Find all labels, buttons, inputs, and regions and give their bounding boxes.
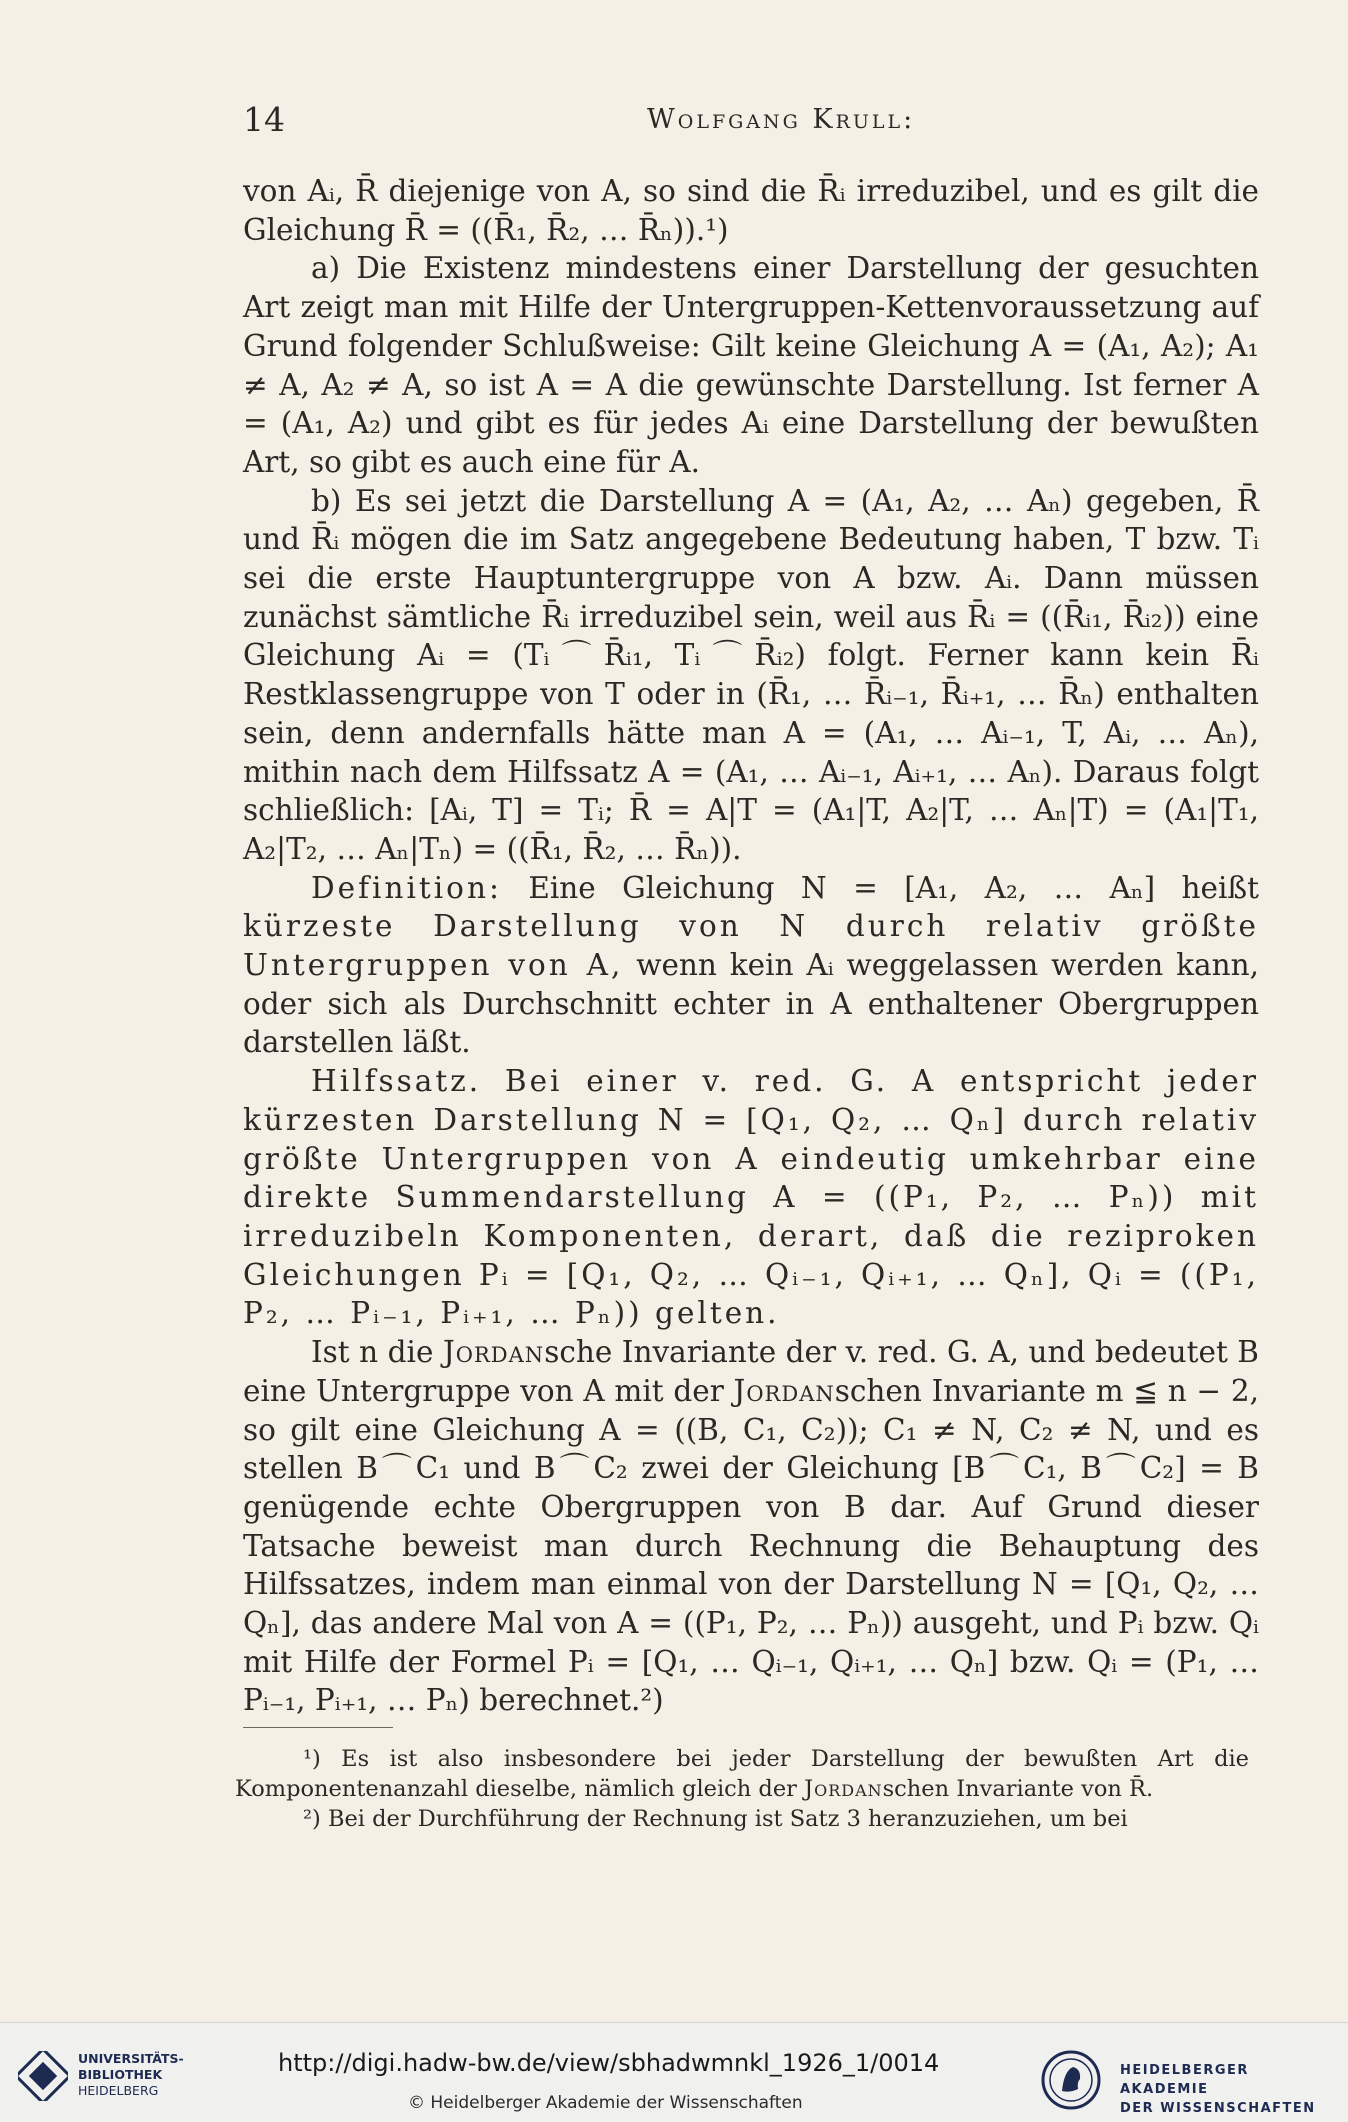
library-name bbox=[78, 2051, 184, 2099]
hilfssatz-paragraph: Hilfssatz. Bei einer v. red. G. A entspricht jeder kürzesten Darstellung N = [Q₁, Q₂, … Qₙ] durch relativ größte Untergruppen von A eindeutig umkehrbar eine direkte Summendarstellung A = ((P₁, P₂, … Pₙ)) mit irreduzibeln Komponenten, derart, daß die reziproken Gleichungen Pᵢ = [Q₁, Q₂, … Qᵢ₋₁, Qᵢ₊₁, … Qₙ], Qᵢ = ((P₁, P₂, … Pᵢ₋₁, Pᵢ₊₁, … Pₙ)) gelten. bbox=[243, 1064, 1259, 1331]
jordan-name-2: Jordan bbox=[733, 1373, 835, 1408]
library-line-1: UNIVERSITÄTS- bbox=[78, 2051, 184, 2066]
jordan-text-a: Ist n die bbox=[311, 1335, 434, 1370]
copyright-notice: © Heidelberger Akademie der Wissenschaften bbox=[408, 2093, 803, 2113]
footnote-1 bbox=[235, 1744, 1249, 1804]
library-line-2: BIBLIOTHEK bbox=[78, 2067, 163, 2082]
body-text bbox=[243, 172, 1259, 1720]
academy-logo[interactable] bbox=[1040, 2049, 1340, 2116]
paragraph-part-a: a) Die Existenz mindestens einer Darstellung der gesuchten Art zeigt man mit Hilfe der Untergruppen-Kettenvoraussetzung auf Grund folgender Schlußweise: Gilt keine Gleichung A = (A₁, A₂); A₁ ≠ A, A₂ ≠ A, so ist A = A die gewünschte Darstellung. Ist ferner A = (A₁, A₂) und gibt es für jedes Aᵢ eine Darstellung der bewußten Art, so gibt es auch eine für A. bbox=[243, 251, 1259, 479]
page-number: 14 bbox=[243, 100, 285, 139]
page-header bbox=[243, 100, 1263, 144]
footnote-1-jordan: Jordan bbox=[804, 1776, 883, 1802]
definition-text-b: wenn kein Aᵢ weggelassen werden kann, oder sich als Durchschnitt echter in A enthaltener Obergruppen darstellen läßt. bbox=[243, 948, 1259, 1060]
permalink-url[interactable]: http://digi.hadw-bw.de/view/sbhadwmnkl_1926_1/0014 bbox=[278, 2049, 940, 2077]
jordan-text-b: sche Invariante der v. red. G. A, und bedeutet B eine Untergruppe von A mit der bbox=[243, 1335, 1259, 1408]
viewer-footer bbox=[0, 2022, 1348, 2122]
jordan-name-1: Jordan bbox=[442, 1335, 545, 1370]
jordan-paragraph bbox=[243, 1333, 1259, 1720]
academy-line-1: HEIDELBERGER AKADEMIE bbox=[1120, 2063, 1249, 2097]
footnote-2: ²) Bei der Durchführung der Rechnung ist Satz 3 heranzuziehen, um bei bbox=[303, 1806, 1128, 1832]
academy-line-2: DER WISSENSCHAFTEN bbox=[1120, 2101, 1316, 2116]
footnote-1-text-a: ¹) Es ist also insbesondere bei jeder Darstellung der bewußten Art die Komponentenanzahl dieselbe, nämlich gleich der bbox=[235, 1746, 1249, 1802]
library-line-3: HEIDELBERG bbox=[78, 2083, 159, 2098]
paragraph-continuation: von Aᵢ, R̄ diejenige von A, so sind die R̄ᵢ irreduzibel, und es gilt die Gleichung R̄ = ((R̄₁, R̄₂, … R̄ₙ)).¹) bbox=[243, 174, 1259, 247]
definition-term: kürzeste Darstellung von N durch relativ größte Untergruppen von A, bbox=[243, 909, 1259, 983]
library-emblem-icon bbox=[18, 2051, 68, 2101]
footnote-1-text-b: schen Invariante von R̄. bbox=[882, 1776, 1154, 1802]
footnotes bbox=[235, 1744, 1249, 1834]
jordan-text-c: schen Invariante m ≦ n − 2, so gilt eine Gleichung A = ((B, C₁, C₂)); C₁ ≠ N, C₂ ≠ N, und es stellen B⌒C₁ und B⌒C₂ zwei der Gleichung [B⌒C₁, B⌒C₂] = B genügende echte Obergruppen von B dar. Auf Grund dieser Tatsache beweist man durch Rechnung die Behauptung des Hilfssatzes, indem man einmal von der Darstellung N = [Q₁, Q₂, … Qₙ], das andere Mal von A = ((P₁, P₂, … Pₙ)) ausgeht, und Pᵢ bzw. Qᵢ mit Hilfe der Formel Pᵢ = [Q₁, … Qᵢ₋₁, Qᵢ₊₁, … Qₙ] bzw. Qᵢ = (P₁, … Pᵢ₋₁, Pᵢ₊₁, … Pₙ) berechnet.²) bbox=[243, 1373, 1259, 1718]
footnote-divider bbox=[243, 1727, 393, 1728]
running-head: Wolfgang Krull: bbox=[647, 104, 916, 135]
academy-name bbox=[1120, 2061, 1340, 2118]
university-library-logo[interactable] bbox=[18, 2049, 208, 2105]
definition-text-a: Eine Gleichung N = [A₁, A₂, … Aₙ] heißt bbox=[528, 870, 1259, 905]
definition-label: Definition: bbox=[311, 870, 502, 905]
paragraph-part-b: b) Es sei jetzt die Darstellung A = (A₁, A₂, … Aₙ) gegeben, R̄ und R̄ᵢ mögen die im Satz angegebene Bedeutung haben, T bzw. Tᵢ sei die erste Hauptuntergruppe von A bzw. Aᵢ. Dann müssen zunächst sämtliche R̄ᵢ irreduzibel sein, weil aus R̄ᵢ = ((R̄ᵢ₁, R̄ᵢ₂)) eine Gleichung Aᵢ = (Tᵢ⌒R̄ᵢ₁, Tᵢ⌒R̄ᵢ₂) folgt. Ferner kann kein R̄ᵢ Restklassengruppe von T oder in (R̄₁, … R̄ᵢ₋₁, R̄ᵢ₊₁, … R̄ₙ) enthalten sein, denn andernfalls hätte man A = (A₁, … Aᵢ₋₁, T, Aᵢ, … Aₙ), mithin nach dem Hilfssatz A = (A₁, … Aᵢ₋₁, Aᵢ₊₁, … Aₙ). Daraus folgt schließlich: [Aᵢ, T] = Tᵢ; R̄ = A|T = (A₁|T, A₂|T, … Aₙ|T) = (A₁|T₁, A₂|T₂, … Aₙ|Tₙ) = ((R̄₁, R̄₂, … R̄ₙ)). bbox=[243, 483, 1259, 866]
academy-seal-icon bbox=[1040, 2049, 1102, 2111]
definition-paragraph bbox=[243, 869, 1259, 1063]
